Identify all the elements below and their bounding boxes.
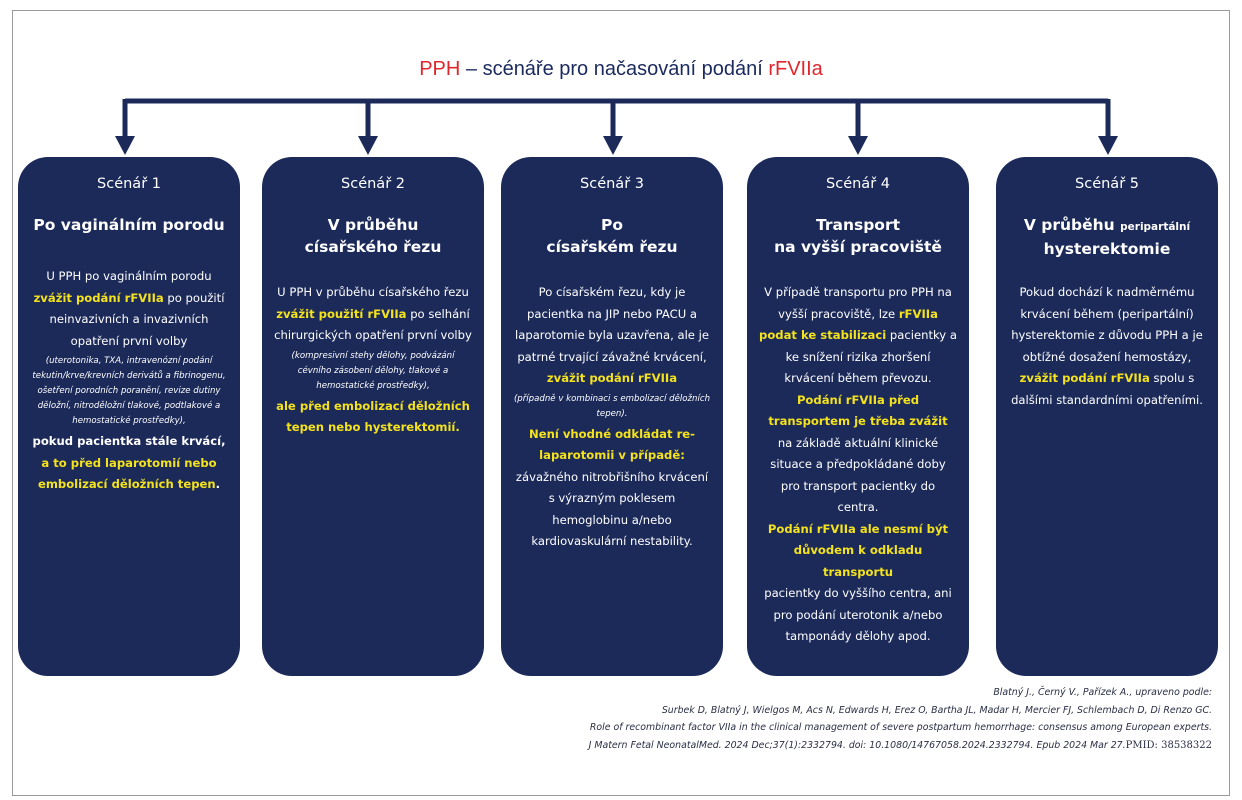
heading-line: hysterektomie: [1043, 240, 1171, 258]
heading-line: V průběhu: [1023, 216, 1121, 234]
title-pph: PPH: [419, 58, 461, 80]
body-text: pacientky do vyššího centra, ani pro podání uterotonik a/nebo tamponády dělohy apod.: [764, 586, 952, 643]
highlight-text: zvážit podání rFVIIa: [546, 371, 678, 385]
small-note: (kompresivní stehy dělohy, podvázání cévního zásobení dělohy, tlakové a hemostatické prostředky),: [291, 350, 455, 391]
body-text: pacientky a ke snížení rizika zhoršení krvácení během převozu.: [784, 328, 957, 385]
scenario-body: [30, 266, 228, 496]
scenario-label: Scénář 1: [97, 176, 161, 192]
scenario-label: Scénář 4: [826, 176, 890, 192]
heading-line: V průběhu: [327, 216, 419, 234]
body-text: .: [215, 477, 221, 491]
heading-sub: peripartální: [1120, 221, 1191, 233]
scenario-label: Scénář 2: [341, 176, 405, 192]
scenario-body: [759, 282, 957, 648]
arrowhead-3: [603, 136, 623, 155]
body-text: po použití neinvazivních a invazivních opatření první volby: [49, 290, 225, 348]
arrowhead-1: [115, 136, 135, 155]
scenario-card-5: [996, 157, 1218, 676]
highlight-text: a to před laparotomií nebo embolizací děložních tepen: [37, 455, 217, 491]
citation: [589, 684, 1212, 754]
body-text: U PPH po vaginálním porodu: [46, 269, 212, 283]
body-text: Pokud dochází k nadměrnému krvácení během (peripartální) hysterektomie z důvodu PPH a je obtížné dosažení hemostázy,: [1011, 285, 1203, 364]
highlight-text: zvážit podání rFVIIa: [1019, 371, 1150, 385]
scenario-heading: Po vaginálním porodu: [33, 216, 225, 234]
citation-line: Role of recombinant factor VIIa in the clinical management of severe postpartum hemorrhage: consensus among European experts.: [589, 722, 1212, 733]
citation-line: Blatný J., Černý V., Pařízek A., upraveno podle:: [993, 687, 1212, 698]
scenario-heading: [513, 214, 711, 258]
scenario-body: [513, 282, 711, 553]
highlight-text: Podání rFVIIa ale nesmí být důvodem k odkladu transportu: [767, 521, 949, 579]
scenario-label: Scénář 3: [580, 176, 644, 192]
citation-pmid: PMID: 38538322: [1125, 739, 1212, 751]
scenario-card-3: [501, 157, 723, 676]
scenario-card-4: [747, 157, 969, 676]
body-text: na základě aktuální klinické situace a předpokládané doby pro transport pacientky do centra.: [770, 435, 946, 514]
heading-line: Po: [600, 216, 623, 234]
small-note: (uterotonika, TXA, intravenózní podání tekutin/krve/krevních derivátů a fibrinogenu, ošetření porodních poranění, revize dutiny děložní, nitroděložní tlakové, podtlakové a hemostatické prostředky),: [32, 356, 226, 426]
heading-line: císařského řezu: [304, 238, 442, 256]
body-text: U PPH v průběhu císařského řezu: [277, 285, 469, 299]
body-text: Po císařském řezu, kdy je pacientka na JIP nebo PACU a laparotomie byla uzavřena, ale je patrné trvající závažné krvácení,: [515, 285, 709, 364]
highlight-text: zvážit použití rFVIIa: [276, 306, 407, 321]
citation-line: J Matern Fetal NeonatalMed. 2024 Dec;37(1):2332794. doi: 10.1080/14767058.2024.2332794. Epub 2024 Mar 27.: [588, 739, 1126, 751]
highlight-text: Podání rFVIIa před transportem je třeba zvážit: [768, 392, 948, 428]
scenario-body: [1008, 282, 1206, 411]
arrowhead-4: [848, 136, 868, 155]
scenario-heading: [274, 214, 472, 258]
scenario-card-1: [18, 157, 240, 676]
highlight-text: rFVIIa podat ke stabilizaci: [759, 306, 938, 342]
small-note: (případně v kombinaci s embolizací děložních tepen).: [513, 393, 711, 419]
highlight-text: ale před embolizací děložních tepen nebo hysterektomií.: [276, 398, 470, 434]
body-text: po selhání chirurgických opatření první volby: [274, 306, 472, 342]
heading-line: Transport: [815, 216, 901, 234]
scenario-card-2: [262, 157, 484, 676]
body-text: V případě transportu pro PPH na vyšší pracoviště, lze: [764, 285, 952, 321]
scenario-heading: [1008, 214, 1206, 260]
body-text: závažného nitrobřišního krvácení s výrazným poklesem hemoglobinu a/nebo kardiovaskulární nestability.: [515, 469, 709, 548]
scenario-label: Scénář 5: [1075, 176, 1139, 192]
arrowhead-5: [1098, 136, 1118, 155]
heading-line: na vyšší pracoviště: [774, 238, 942, 256]
highlight-text: zvážit podání rFVIIa: [33, 290, 164, 305]
highlight-text: Není vhodné odkládat re-laparotomii v případě:: [529, 426, 695, 462]
title-middle: – scénáře pro načasování podání: [460, 58, 769, 80]
citation-line: Surbek D, Blatný J, Wielgos M, Acs N, Edwards H, Erez O, Bartha JL, Madar H, Mercier FJ, Schlembach D, Di Renzo GC.: [661, 704, 1212, 716]
scenario-body: [274, 282, 472, 439]
scenario-heading: [759, 214, 957, 258]
title-rfviia: rFVIIa: [768, 58, 823, 80]
arrowhead-2: [358, 136, 378, 155]
body-text: pokud pacientka stále krvácí,: [32, 434, 226, 448]
heading-line: císařském řezu: [546, 238, 678, 256]
body-text: spolu s dalšími standardními opatřeními.: [1011, 371, 1203, 407]
